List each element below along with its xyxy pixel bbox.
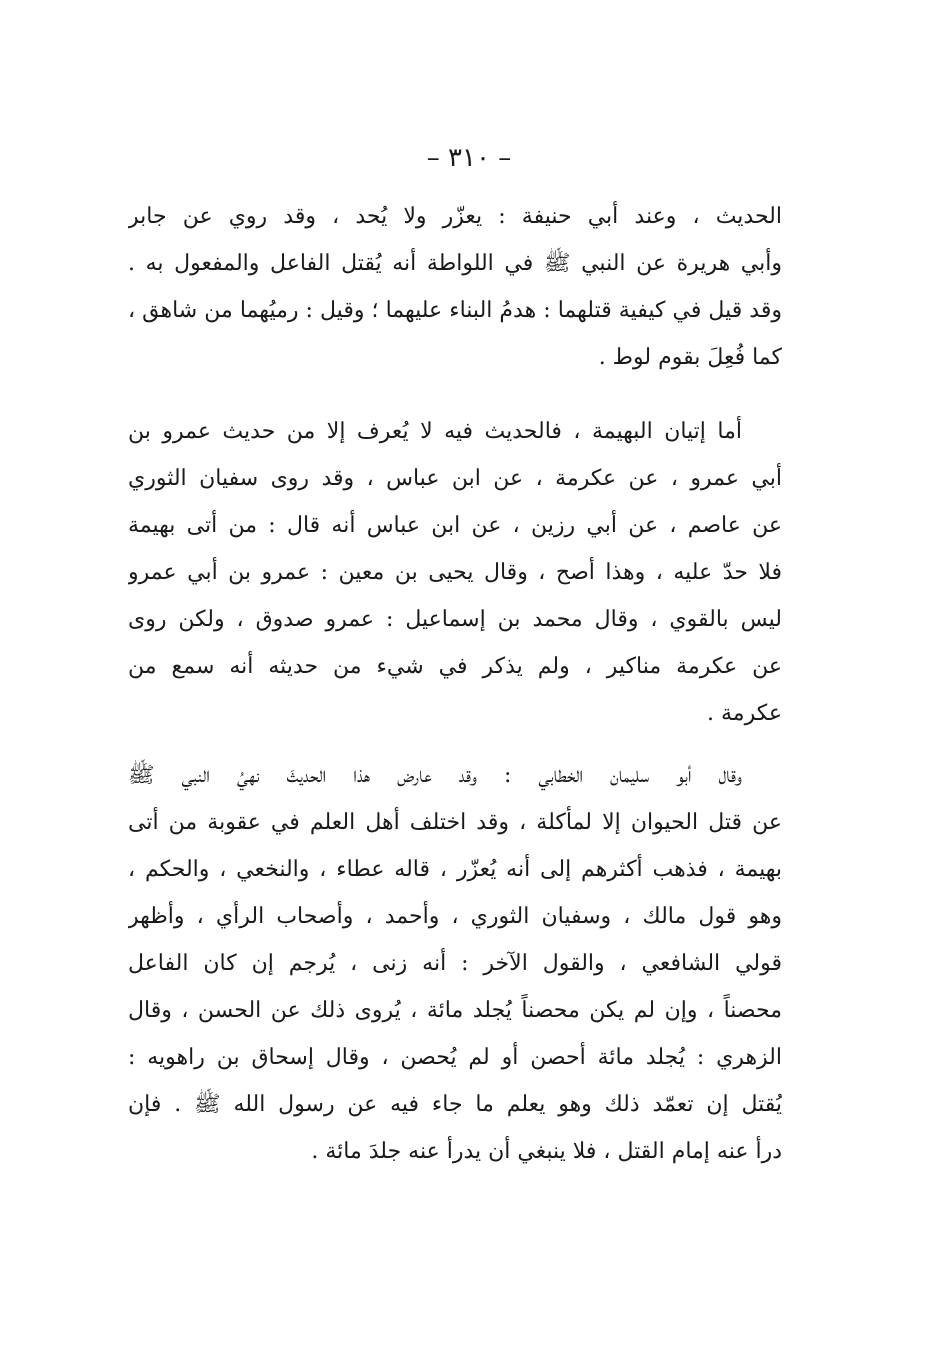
text-line: الحديث ، وعند أبي حنيفة : يعزّر ولا يُحد ، وقد روي عن جابر — [128, 204, 782, 229]
text-line: أما إتيان البهيمة ، فالحديث فيه لا يُعرف إلا من حديث عمرو بن — [128, 419, 742, 444]
text-line: كما فُعِلَ بقوم لوط . — [598, 345, 782, 370]
text-line: درأ عنه إمام القتل ، فلا ينبغي أن يدرأ عنه جلدَ مائة . — [311, 1139, 782, 1164]
text-line: بهيمة ، فذهب أكثرهم إلى أنه يُعزّر ، قاله عطاء ، والنخعي ، والحكم ، — [128, 857, 782, 882]
text-line: وقال أبو سليمان الخطابي : وقد عارض هذا الحديثَ نهيُ النبي ﷺ — [128, 763, 742, 788]
text-line: محصناً ، وإن لم يكن محصناً يُجلد مائة ، يُروى ذلك عن الحسن ، وقال — [128, 998, 782, 1023]
paragraph-3 — [128, 752, 782, 1175]
text-line: عكرمة . — [707, 701, 782, 726]
text-line: ليس بالقوي ، وقال محمد بن إسماعيل : عمرو صدوق ، ولكن روى — [128, 607, 782, 632]
text-line: وقد قيل في كيفية قتلهما : هدمُ البناء عليهما ؛ وقيل : رميُهما من شاهق ، — [128, 298, 782, 323]
paragraph-2 — [128, 408, 782, 737]
text-line: فلا حدّ عليه ، وهذا أصح ، وقال يحيى بن معين : عمرو بن أبي عمرو — [128, 560, 782, 585]
text-line: وهو قول مالك ، وسفيان الثوري ، وأحمد ، وأصحاب الرأي ، وأظهر — [128, 904, 782, 929]
text-line: وأبي هريرة عن النبي ﷺ في اللواطة أنه يُقتل الفاعل والمفعول به . — [128, 251, 782, 276]
text-line: عن عكرمة مناكير ، ولم يذكر في شيء من حديثه أنه سمع من — [128, 654, 782, 679]
text-line: يُقتل إن تعمّد ذلك وهو يعلم ما جاء فيه عن رسول الله ﷺ . فإن — [128, 1092, 782, 1117]
page-number: – ٣١٠ – — [426, 143, 512, 173]
text-line: الزهري : يُجلد مائة أحصن أو لم يُحصن ، وقال إسحاق بن راهويه : — [128, 1045, 782, 1070]
paragraph-1 — [128, 193, 782, 381]
text-line: أبي عمرو ، عن عكرمة ، عن ابن عباس ، وقد روى سفيان الثوري — [128, 466, 782, 491]
text-line: عن عاصم ، عن أبي رزين ، عن ابن عباس أنه قال : من أتى بهيمة — [128, 513, 782, 538]
text-line: عن قتل الحيوان إلا لمأكلة ، وقد اختلف أهل العلم في عقوبة من أتى — [128, 810, 782, 835]
text-line: قولي الشافعي ، والقول الآخر : أنه زنى ، يُرجم إن كان الفاعل — [128, 951, 782, 976]
